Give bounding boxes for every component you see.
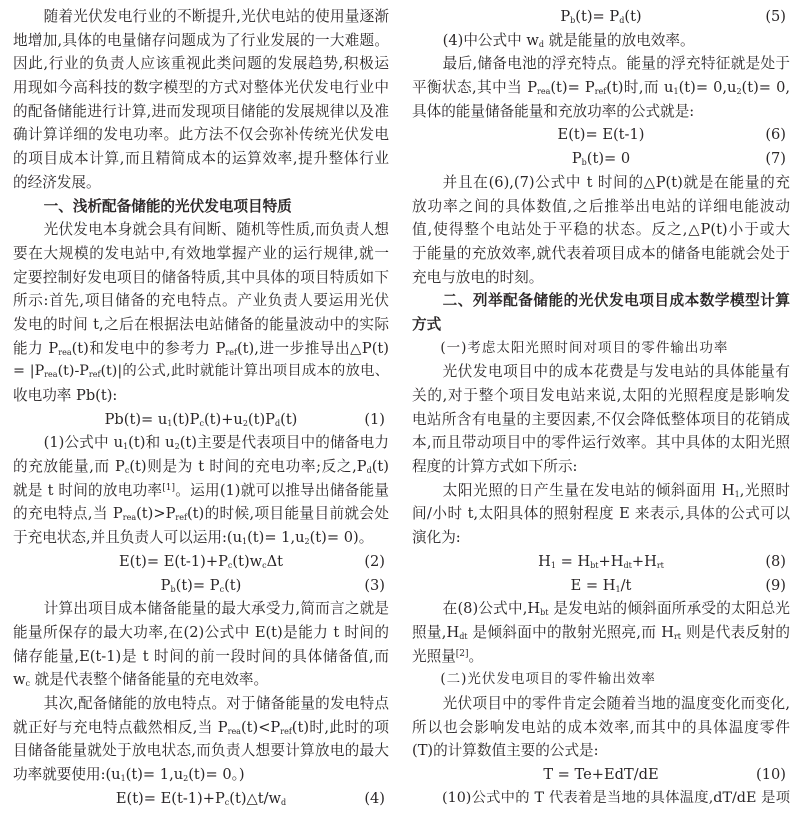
subscript: bt xyxy=(590,560,599,570)
text-run: P xyxy=(160,576,171,594)
text-run: 最后,储备电池的浮充特点。能量的浮充特征就是处于 xyxy=(442,55,790,73)
subscript: c xyxy=(219,584,225,594)
equation xyxy=(13,574,389,598)
text-run: P xyxy=(560,8,571,25)
subscript: ref xyxy=(88,370,101,380)
text-run: 计算出项目成本储备能量的最大承受力,简而言之就是 xyxy=(43,600,389,618)
text-run: 并且在(6),(7)公式中 t 时间的△P(t)就是在能量的充 xyxy=(442,173,790,191)
equation-number: (1) xyxy=(364,410,385,428)
equation xyxy=(13,787,389,811)
text-run: 光伏项目中的零件肯定会随着当地的温度变化而变化, xyxy=(442,694,790,712)
text-run: (t),进一步推导出△P(t) xyxy=(236,339,389,357)
text-run: 能量所保存的最大功率,在(2)公式中 E(t)是能力 t 时间的 xyxy=(13,623,389,641)
subscript: 1 xyxy=(615,584,621,594)
text-line xyxy=(412,645,790,669)
text-run: (t) xyxy=(280,410,298,428)
text-run: (t)= 0, xyxy=(741,79,790,97)
text-run: 就是 t 时间的放电功率 xyxy=(13,481,163,499)
equation xyxy=(412,574,790,598)
text-run: 储存能量,E(t-1)是 t 时间的前一段时间的具体储备值,而 xyxy=(13,647,389,665)
subscript: ref xyxy=(594,87,607,97)
text-run: +H xyxy=(598,552,624,570)
text-line xyxy=(13,266,389,290)
text-run: 。运用(1)就可以推导出储备能量 xyxy=(175,481,389,499)
equation-number: (7) xyxy=(765,150,786,168)
text-line xyxy=(412,692,790,716)
subscript: 1 xyxy=(241,537,248,547)
text-line xyxy=(412,195,790,219)
equation xyxy=(13,408,389,432)
subscript: 2 xyxy=(242,418,248,428)
text-run: 关的,对于整个项目发电站来说,太阳的光照程度是影响发 xyxy=(412,387,790,404)
text-line xyxy=(412,218,790,242)
subscript: d xyxy=(281,797,287,807)
subscript: rea xyxy=(44,370,58,380)
text-line xyxy=(13,289,389,313)
equation xyxy=(412,123,790,147)
text-line xyxy=(13,739,389,763)
subscript: 2 xyxy=(174,442,180,452)
text-line xyxy=(412,360,790,384)
text-run: 光伏发电本身就会具有间断、随机等性质,而负责人想 xyxy=(43,221,389,239)
text-run: (T)的计算数值主要的公式是: xyxy=(412,742,599,760)
subsection-heading xyxy=(412,337,790,361)
text-line xyxy=(412,76,790,100)
text-run: 光伏发电项目中的成本花费是与发电站的具体能量有 xyxy=(442,363,790,381)
text-run: 值,使得整个电站处于平稳的状态。反之,△P(t)小于或大 xyxy=(412,221,790,239)
paragraph xyxy=(412,597,790,668)
text-line xyxy=(412,502,790,526)
text-run: (t)则是为 t 时间的充电功率;反之,P xyxy=(129,458,367,476)
text-run: 于充电状态,并且负责人可以运用:(u xyxy=(13,529,242,547)
subscript: rea xyxy=(227,726,241,736)
text-run: H xyxy=(538,552,551,570)
text-run: (一)考虑太阳光照时间对项目的零件输出功率 xyxy=(440,339,729,356)
paragraph xyxy=(13,218,389,408)
text-run: (t)w xyxy=(232,552,263,570)
text-line xyxy=(13,100,389,124)
text-run: 电站所含有电量的主要因素,不仅会降低整体项目的花销成 xyxy=(412,410,790,428)
text-run: 间/小时 t,太阳具体的照射程度 E 来表示,具体的公式可以 xyxy=(412,505,790,523)
text-line xyxy=(412,171,790,195)
subscript: rt xyxy=(656,560,664,570)
equation-number: (5) xyxy=(765,8,786,25)
subscript: 1 xyxy=(550,560,556,570)
text-run: 所以也会影响发电站的成本效率,而其中的具体温度零件 xyxy=(412,718,790,736)
text-run: (t)= P xyxy=(175,576,220,594)
text-run: 的充电特点,当 P xyxy=(13,505,123,523)
text-run: (t) xyxy=(624,8,642,25)
text-run: 目储备能量就处于放电状态,而负责人想要计算放电的最大 xyxy=(13,742,389,760)
text-run: 的充放能量,而 P xyxy=(13,458,125,476)
text-line xyxy=(13,668,389,692)
text-run: 能力 P xyxy=(13,339,59,357)
citation-superscript: [2] xyxy=(455,648,469,659)
text-line xyxy=(13,502,389,526)
text-run: 是发电站的倾斜面所承受的太阳总光 xyxy=(548,600,791,618)
equation-formula xyxy=(412,574,790,598)
equation xyxy=(412,763,790,787)
text-run: 演化为: xyxy=(412,529,461,547)
subscript: 1 xyxy=(734,489,740,499)
equation xyxy=(412,5,790,29)
equation-number: (10) xyxy=(756,766,786,783)
subscript: dt xyxy=(623,560,632,570)
text-line xyxy=(13,360,389,384)
text-line xyxy=(412,716,790,740)
text-line xyxy=(13,455,389,479)
text-line xyxy=(13,716,389,740)
text-run: 的经济发展。 xyxy=(13,173,101,191)
text-line xyxy=(412,597,790,621)
text-line xyxy=(13,384,389,408)
subscript: rea xyxy=(122,513,137,523)
subscript: 2 xyxy=(736,87,742,97)
equation-number: (4) xyxy=(364,789,385,807)
text-run: (t)的时候,项目能量目前就会处 xyxy=(186,505,389,523)
subscript: d xyxy=(275,418,281,428)
subscript: 2 xyxy=(304,537,310,547)
text-line xyxy=(13,29,389,53)
equation-formula xyxy=(412,550,790,574)
equation xyxy=(412,550,790,574)
equation-formula xyxy=(412,763,790,787)
text-run: 于能量的充放效率,就代表着项目成本的储备电能就会处于 xyxy=(412,244,790,262)
text-line xyxy=(412,526,790,550)
text-line xyxy=(13,692,389,716)
text-run: = H xyxy=(555,552,591,570)
text-run: ,光照时 xyxy=(739,481,791,499)
text-run: = |P xyxy=(13,363,45,380)
text-line xyxy=(412,337,790,361)
text-run: (t)P xyxy=(172,410,200,428)
text-line xyxy=(412,668,790,692)
subscript: d xyxy=(619,16,625,25)
citation-superscript: [1] xyxy=(162,482,176,493)
paragraph xyxy=(13,692,389,787)
text-run: 功率就要使用:(u xyxy=(13,766,121,783)
text-run: E = H xyxy=(570,576,616,594)
text-line xyxy=(13,195,389,219)
text-run: (t)|的公式,此时就能计算出项目成本的放电、 xyxy=(100,363,390,380)
text-run: 。 xyxy=(468,647,484,665)
text-line xyxy=(13,597,389,621)
left-column xyxy=(13,5,389,810)
text-run: 太阳光照的日产生量在发电站的倾斜面用 H xyxy=(442,481,735,499)
paragraph xyxy=(412,692,790,763)
text-run: (t)-P xyxy=(57,363,89,380)
text-run: (t)= P xyxy=(575,8,620,25)
text-run: w xyxy=(13,671,26,689)
right-column xyxy=(412,5,790,810)
section-heading xyxy=(13,195,389,219)
text-line xyxy=(412,408,790,432)
subscript: ref xyxy=(225,347,237,357)
text-run: (t)= 1,u xyxy=(125,766,184,783)
text-run: (t)时,而 u xyxy=(606,79,674,97)
text-line xyxy=(13,645,389,669)
subscript: dt xyxy=(459,631,468,641)
text-line xyxy=(412,384,790,408)
text-run: 确计算详细的发电功率。此方法不仅会弥补传统光伏发电 xyxy=(13,126,389,144)
subscript: ref xyxy=(175,513,187,523)
text-run: (t)时,此时的项 xyxy=(291,718,389,736)
text-run: 的配备储能进行计算,进而发现项目储能的发展规律以及准 xyxy=(13,102,389,120)
text-run: (t)= 0。) xyxy=(188,766,245,783)
text-run: (10)公式中的 T 代表着是当地的具体温度,dT/dE 是项 xyxy=(442,789,790,806)
text-run: 本,而且带动项目中的零件运行效率。其中具体的太阳光照 xyxy=(412,434,790,452)
text-line xyxy=(412,479,790,503)
paragraph xyxy=(13,431,389,549)
text-run: 要在大规模的发电站中,有效地掌握产业的运行规律,就一 xyxy=(13,244,389,262)
text-line xyxy=(412,455,790,479)
equation-number: (9) xyxy=(765,576,786,594)
equation-formula xyxy=(13,787,389,811)
text-run: (t)= 0)。 xyxy=(309,529,374,547)
text-line xyxy=(13,431,389,455)
subscript: b xyxy=(581,158,587,168)
text-line xyxy=(13,621,389,645)
equation-number: (6) xyxy=(765,126,786,144)
text-run: 就正好与充电特点截然相反,当 P xyxy=(13,718,228,736)
subscript: c xyxy=(124,466,130,476)
equation-formula xyxy=(13,574,389,598)
text-run: Pb(t)= u xyxy=(104,410,168,428)
section-heading xyxy=(412,289,790,336)
text-run: 地增加,具体的电量储存问题成为了行业发展的一大难题。 xyxy=(13,31,389,49)
subscript: d xyxy=(538,39,544,49)
text-run: 方式 xyxy=(412,315,442,333)
text-run: (1)公式中 u xyxy=(43,434,124,452)
paragraph xyxy=(412,787,790,811)
text-run: (t)+u xyxy=(203,410,243,428)
subscript: 1 xyxy=(120,774,126,783)
text-run: 所示:首先,项目储备的充电特点。产业负责人要运用光伏 xyxy=(13,292,389,310)
equation-formula xyxy=(412,5,790,29)
subscript: c xyxy=(25,679,30,689)
text-run: 光照量 xyxy=(412,647,456,665)
text-run: 发电的时间 t,之后在根据法电站储备的能量波动中的实际 xyxy=(13,315,389,333)
text-run: 程度的计算方式如下所示: xyxy=(412,458,578,476)
subscript: bt xyxy=(540,608,549,618)
text-line xyxy=(13,242,389,266)
text-run: +H xyxy=(631,552,657,570)
equation-formula xyxy=(412,123,790,147)
text-run: 就是能量的放电效率。 xyxy=(543,31,695,49)
equation xyxy=(412,147,790,171)
text-run: (t)>P xyxy=(136,505,176,523)
text-run: (t) xyxy=(224,576,242,594)
equation-formula xyxy=(13,408,389,432)
text-run: 是倾斜面中的散射光照亮,而 H xyxy=(467,623,674,641)
text-run: (t)主要是代表项目中的储备电力 xyxy=(179,434,389,452)
text-run: E(t)= E(t-1)+P xyxy=(115,789,225,807)
text-run: E(t)= E(t-1) xyxy=(557,126,645,144)
paragraph xyxy=(412,171,790,289)
text-run: (t)和发电中的参考力 P xyxy=(71,339,226,357)
text-line xyxy=(412,787,790,811)
text-run: 定要控制好发电项目的储备特质,其中具体的项目特质如下 xyxy=(13,268,389,286)
text-line xyxy=(13,479,389,503)
subscript: rt xyxy=(673,631,682,641)
text-run: 二、列举配备储能的光伏发电项目成本数学模型计算 xyxy=(442,292,790,310)
text-line xyxy=(13,171,389,195)
text-run: 照量,H xyxy=(412,623,460,641)
text-line xyxy=(412,100,790,124)
equation-formula xyxy=(13,550,389,574)
text-line xyxy=(13,5,389,29)
text-run: Δt xyxy=(266,552,284,570)
text-run: (t)= 0,u xyxy=(678,79,737,97)
text-line xyxy=(13,218,389,242)
subscript: 1 xyxy=(123,442,129,452)
subscript: rea xyxy=(58,347,72,357)
paragraph xyxy=(13,5,389,195)
text-line xyxy=(412,739,790,763)
text-run: (t)= 0 xyxy=(586,150,631,168)
text-line xyxy=(13,147,389,171)
text-run: 的项目成本计算,而且精简成本的运算效率,提升整体行业 xyxy=(13,150,389,168)
equation-formula xyxy=(412,147,790,171)
text-run: 充电与放电的时刻。 xyxy=(412,268,544,286)
text-run: E(t)= E(t-1)+P xyxy=(118,552,228,570)
subscript: 2 xyxy=(183,774,189,783)
text-run: (t)= 1,u xyxy=(247,529,305,547)
text-run: 其次,配备储能的放电特点。对于储备能量的发电特点 xyxy=(43,694,389,712)
text-run: 则是代表反射的 xyxy=(681,623,790,641)
subsection-heading xyxy=(412,668,790,692)
subscript: ref xyxy=(280,726,292,736)
subscript: b xyxy=(170,584,176,594)
paragraph xyxy=(412,52,790,123)
text-run: 具体的能量储备能量和充放功率的公式就是: xyxy=(412,102,695,120)
text-run: /t xyxy=(620,576,632,594)
text-run: 因此,行业的负责人应该重视此类问题的发展趋势,积极运 xyxy=(13,55,389,73)
paragraph xyxy=(13,597,389,692)
equation-number: (3) xyxy=(364,576,385,594)
text-run: 一、浅析配备储能的光伏发电项目特质 xyxy=(43,197,292,215)
text-line xyxy=(412,431,790,455)
text-line xyxy=(412,29,790,53)
text-run: (4)中公式中 w xyxy=(442,31,539,49)
subscript: d xyxy=(366,466,372,476)
text-run: 在(8)公式中,H xyxy=(442,600,541,618)
subscript: b xyxy=(570,16,576,25)
subscript: c xyxy=(199,418,204,428)
text-line xyxy=(412,52,790,76)
text-line xyxy=(412,313,790,337)
paragraph xyxy=(412,360,790,478)
text-line xyxy=(13,337,389,361)
text-run: (t) xyxy=(371,458,389,476)
text-run: 收电功率 Pb(t): xyxy=(13,387,118,404)
text-line xyxy=(13,52,389,76)
text-run: (二)光伏发电项目的零件输出效率 xyxy=(440,671,656,688)
subscript: 1 xyxy=(167,418,173,428)
text-line xyxy=(13,76,389,100)
equation xyxy=(13,550,389,574)
paragraph xyxy=(412,29,790,53)
paragraph xyxy=(412,479,790,550)
text-run: (t)<P xyxy=(240,718,281,736)
text-run: 就是代表整个储备能量的充电效率。 xyxy=(29,671,269,689)
subscript: c xyxy=(227,560,233,570)
text-line xyxy=(13,763,389,787)
text-line xyxy=(412,289,790,313)
text-run: (t)和 u xyxy=(128,434,175,452)
equation-number: (2) xyxy=(364,552,385,570)
text-line xyxy=(13,123,389,147)
subscript: rea xyxy=(537,87,551,97)
text-line xyxy=(13,526,389,550)
text-line xyxy=(412,242,790,266)
subscript: 1 xyxy=(673,87,679,97)
text-run: (t)P xyxy=(247,410,275,428)
text-line xyxy=(412,266,790,290)
text-run: (t)△t/w xyxy=(229,789,282,807)
subscript: c xyxy=(262,560,267,570)
text-run: 用现如今高科技的数字模型的方式对整体光伏发电行业中 xyxy=(13,79,389,97)
text-run: 随着光伏发电行业的不断提升,光伏电站的使用量逐渐 xyxy=(43,8,389,25)
text-run: 放功率之间的具体数值,之后推举出电站的详细电能波动 xyxy=(412,197,790,215)
equation-number: (8) xyxy=(765,552,786,570)
text-run: (t)= P xyxy=(550,79,595,97)
text-run: T = Te+EdT/dE xyxy=(543,766,659,783)
text-line xyxy=(13,313,389,337)
text-run: 平衡状态,其中当 P xyxy=(412,79,538,97)
text-line xyxy=(412,621,790,645)
subscript: c xyxy=(224,797,230,807)
text-run: P xyxy=(571,150,582,168)
